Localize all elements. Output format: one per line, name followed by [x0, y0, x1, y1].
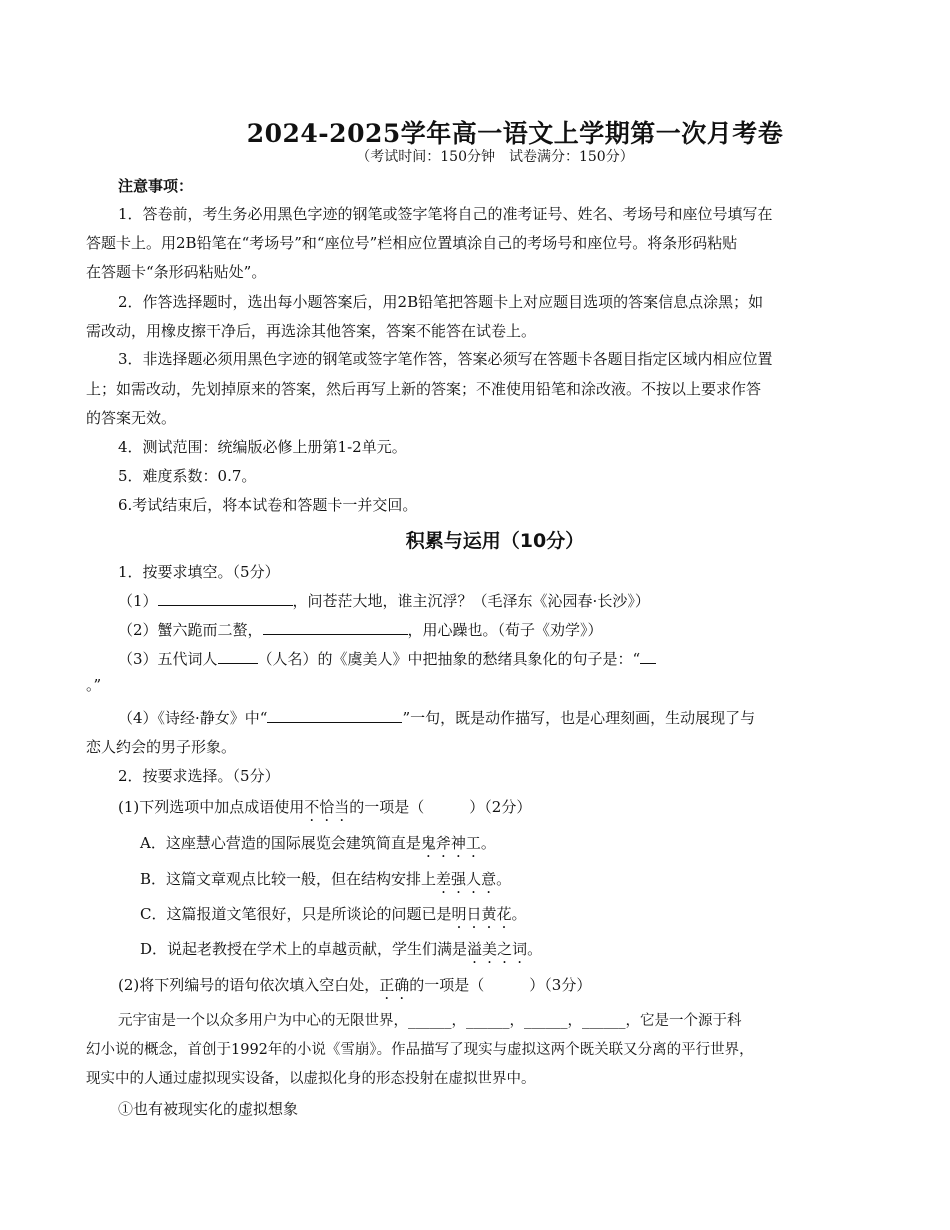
passage-line-3: 现实中的人通过虚拟现实设备，以虚拟化身的形态投射在虚拟世界中。 — [86, 1071, 536, 1087]
q1-item-3-answer-blank[interactable] — [640, 649, 656, 664]
emphasis-char: 确 — [394, 976, 410, 994]
q2-option-a[interactable] — [140, 833, 496, 853]
q2-option-b[interactable] — [140, 869, 511, 889]
q2-stem: 2．按要求选择。（5分） — [118, 767, 280, 785]
section-title: 积累与运用（10分） — [405, 530, 585, 552]
emphasis-char: 花 — [496, 905, 512, 923]
q1-item-3-name-blank[interactable] — [218, 649, 258, 664]
q2-option-a-text: A．这座慧心营造的国际展览会建筑简直是 — [140, 834, 421, 852]
emphasis-char: 正 — [379, 976, 395, 994]
emphasis-char: 日 — [466, 905, 482, 923]
note-5: 5．难度系数：0.7。 — [118, 467, 257, 485]
emphasis-char: 美 — [482, 940, 498, 958]
notes-heading: 注意事项： — [118, 177, 194, 195]
note-3-line-3: 的答案无效。 — [86, 409, 177, 427]
passage-line-1: 元宇宙是一个以众多用户为中心的无限世界，______，______，______，______，它是一个源于科 — [118, 1013, 742, 1029]
q2-option-d-end: 。 — [527, 940, 543, 958]
note-1-line-1: 1．答卷前，考生务必用黑色字迹的钢笔或签字笔将自己的准考证号、姓名、考场号和座位号填写在 — [118, 205, 773, 223]
q1-item-2-prefix: （2）蟹六跪而二螯， — [118, 621, 263, 639]
q1-item-4-prefix: （4）《诗经·静女》中“ — [118, 709, 268, 727]
q2-option-d-text: D．说起老教授在学术上的卓越贡献，学生们满是 — [140, 940, 468, 958]
emphasis-char: 不 — [304, 798, 320, 816]
q2-option-a-end: 。 — [480, 834, 496, 852]
q2-option-b-idiom — [436, 870, 496, 888]
q1-item-4-line-2: 恋人约会的男子形象。 — [86, 738, 237, 756]
emphasis-char: 鬼 — [420, 834, 436, 852]
emphasis-char: 工 — [465, 834, 481, 852]
note-3-line-2: 上；如需改动，先划掉原来的答案，然后再写上新的答案；不准使用铅笔和涂改液。不按以上要求作答 — [86, 380, 762, 398]
q1-item-2-text: ，用心躁也。（荀子《劝学》） — [407, 621, 603, 639]
q2-part-2-emphasis — [379, 976, 409, 994]
q1-item-3-text: （人名）的《虞美人》中把抽象的愁绪具象化的句子是：“ — [257, 650, 641, 668]
note-3-line-1: 3．非选择题必须用黑色字迹的钢笔或签字笔作答，答案必须写在答题卡各题目指定区域内相应位置 — [118, 350, 773, 368]
emphasis-char: 神 — [450, 834, 466, 852]
q2-option-c-idiom — [451, 905, 511, 923]
q2-option-a-idiom — [421, 834, 481, 852]
q2-part-1-suffix: 的一项是（ ）（2分） — [349, 798, 532, 816]
passage-line-2: 幻小说的概念，首创于1992年的小说《雪崩》。作品描写了现实与虚拟这两个既关联又分离的平行世界， — [86, 1042, 754, 1058]
q2-part-1-prefix: (1)下列选项中加点成语使用 — [118, 798, 305, 816]
q2-part-2-prefix: (2)将下列编号的语句依次填入空白处， — [118, 976, 380, 994]
emphasis-char: 强 — [451, 870, 467, 888]
q2-part-2 — [118, 975, 591, 995]
q2-option-c-end: 。 — [511, 905, 527, 923]
q1-item-1-text: ，问苍茫大地，谁主沉浮？（毛泽东《沁园春·长沙》） — [292, 592, 650, 610]
note-1-line-2: 答题卡上。用2B铅笔在“考场号”和“座位号”栏相应位置填涂自己的考场号和座位号。将条形码粘贴 — [86, 234, 738, 252]
note-4: 4．测试范围：统编版必修上册第1-2单元。 — [118, 438, 407, 456]
q1-item-1 — [118, 591, 650, 611]
emphasis-char: 明 — [451, 905, 467, 923]
q1-item-4-text: ”一句，既是动作描写，也是心理刻画，生动展现了与 — [402, 709, 756, 727]
q1-item-2 — [118, 620, 603, 640]
q2-option-b-end: 。 — [496, 870, 512, 888]
q2-part-1 — [118, 797, 531, 817]
emphasis-char: 当 — [334, 798, 350, 816]
q1-item-3 — [118, 649, 656, 669]
note-2-line-2: 需改动，用橡皮擦干净后，再选涂其他答案，答案不能答在试卷上。 — [86, 322, 537, 340]
exam-info: （考试时间：150分钟 试卷满分：150分） — [356, 149, 634, 165]
q1-item-3-prefix: （3）五代词人 — [118, 650, 218, 668]
q2-option-c[interactable] — [140, 904, 527, 924]
q2-part-1-emphasis — [304, 798, 349, 816]
q2-option-d-idiom — [467, 940, 527, 958]
emphasis-char: 意 — [481, 870, 497, 888]
note-1-line-3: 在答题卡“条形码粘贴处”。 — [86, 263, 267, 281]
emphasis-char: 人 — [466, 870, 482, 888]
sentence-item-1: ①也有被现实化的虚拟想象 — [118, 1100, 299, 1118]
q2-option-b-text: B．这篇文章观点比较一般，但在结构安排上 — [140, 870, 437, 888]
emphasis-char: 斧 — [435, 834, 451, 852]
emphasis-char: 之 — [497, 940, 513, 958]
emphasis-char: 溢 — [467, 940, 483, 958]
q1-item-1-prefix: （1） — [118, 592, 158, 610]
q1-item-4-blank[interactable] — [267, 708, 402, 723]
emphasis-char: 词 — [512, 940, 528, 958]
q2-option-d[interactable] — [140, 939, 542, 959]
emphasis-char: 差 — [436, 870, 452, 888]
q1-stem: 1．按要求填空。（5分） — [118, 563, 280, 581]
q1-item-4 — [118, 708, 755, 728]
q1-item-2-blank[interactable] — [263, 620, 408, 635]
q1-item-1-blank[interactable] — [158, 591, 293, 606]
q2-option-c-text: C．这篇报道文笔很好，只是所谈论的问题已是 — [140, 905, 452, 923]
emphasis-char: 黄 — [481, 905, 497, 923]
q2-part-2-suffix: 的一项是（ ）（3分） — [409, 976, 592, 994]
emphasis-char: 恰 — [319, 798, 335, 816]
note-6: 6.考试结束后，将本试卷和答题卡一并交回。 — [118, 496, 418, 514]
note-2-line-1: 2．作答选择题时，选出每小题答案后，用2B铅笔把答题卡上对应题目选项的答案信息点涂黑；如 — [118, 293, 764, 311]
page-title: 2024-2025学年高一语文上学期第一次月考卷 — [246, 119, 784, 148]
q1-item-3-end: 。” — [86, 676, 102, 694]
